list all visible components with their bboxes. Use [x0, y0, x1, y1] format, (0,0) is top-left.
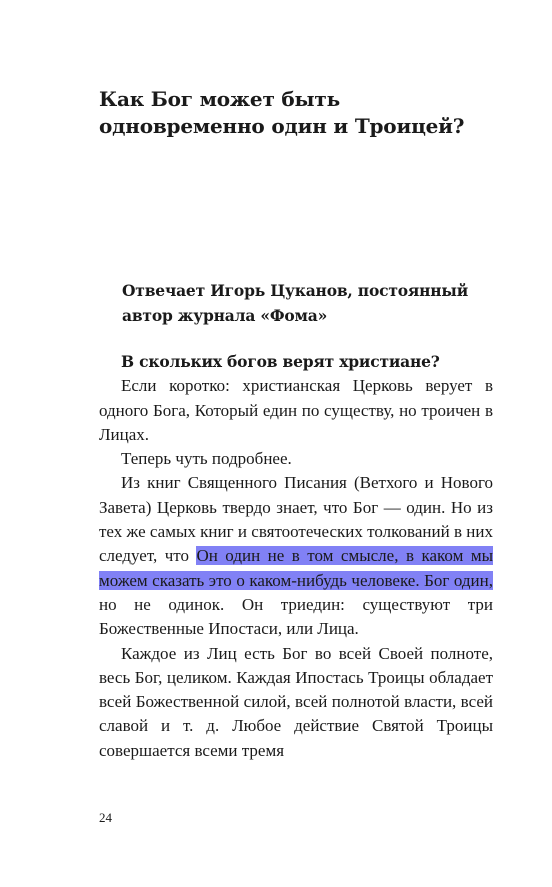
- paragraph-2: Теперь чуть подробнее.: [121, 449, 292, 469]
- author-byline: Отвечает Игорь Цуканов, постоянный автор журнала «Фома»: [122, 281, 469, 325]
- page-number: 24: [99, 810, 112, 825]
- paragraph-4: Каждое из Лиц есть Бог во всей Своей полноте, весь Бог, целиком. Каждая Ипостась Троицы обладает всей Божественной силой, всей полнотой власти, всей славой и т. д. Любое действие Святой Троицы совершается всеми тремя: [99, 643, 493, 760]
- article-body: [99, 350, 493, 763]
- paragraph-3-end: но не одинок. Он триедин: существуют три Божественные Ипостаси, или Лица.: [99, 594, 493, 639]
- paragraph-3-start: Из книг Священного Писания (Ветхого и Нового Завета) Церковь твердо знает, что Бог — один. Но из тех же самых книг и святоотеческих толкований в них следует, что: [99, 473, 493, 566]
- section-heading: В скольких богов верят христиане?: [121, 352, 440, 371]
- highlighted-text-selection[interactable]: Он один не в том смысле, в каком мы можем сказать это о каком-нибудь человеке. Бог один,: [99, 546, 493, 590]
- paragraph-1: Если коротко: христианская Церковь верует в одного Бога, Который един по существу, но троичен в Лицах.: [99, 376, 493, 444]
- paragraph-3: [99, 471, 493, 641]
- page-title: Как Бог может быть одновременно один и Троицей?: [99, 87, 465, 138]
